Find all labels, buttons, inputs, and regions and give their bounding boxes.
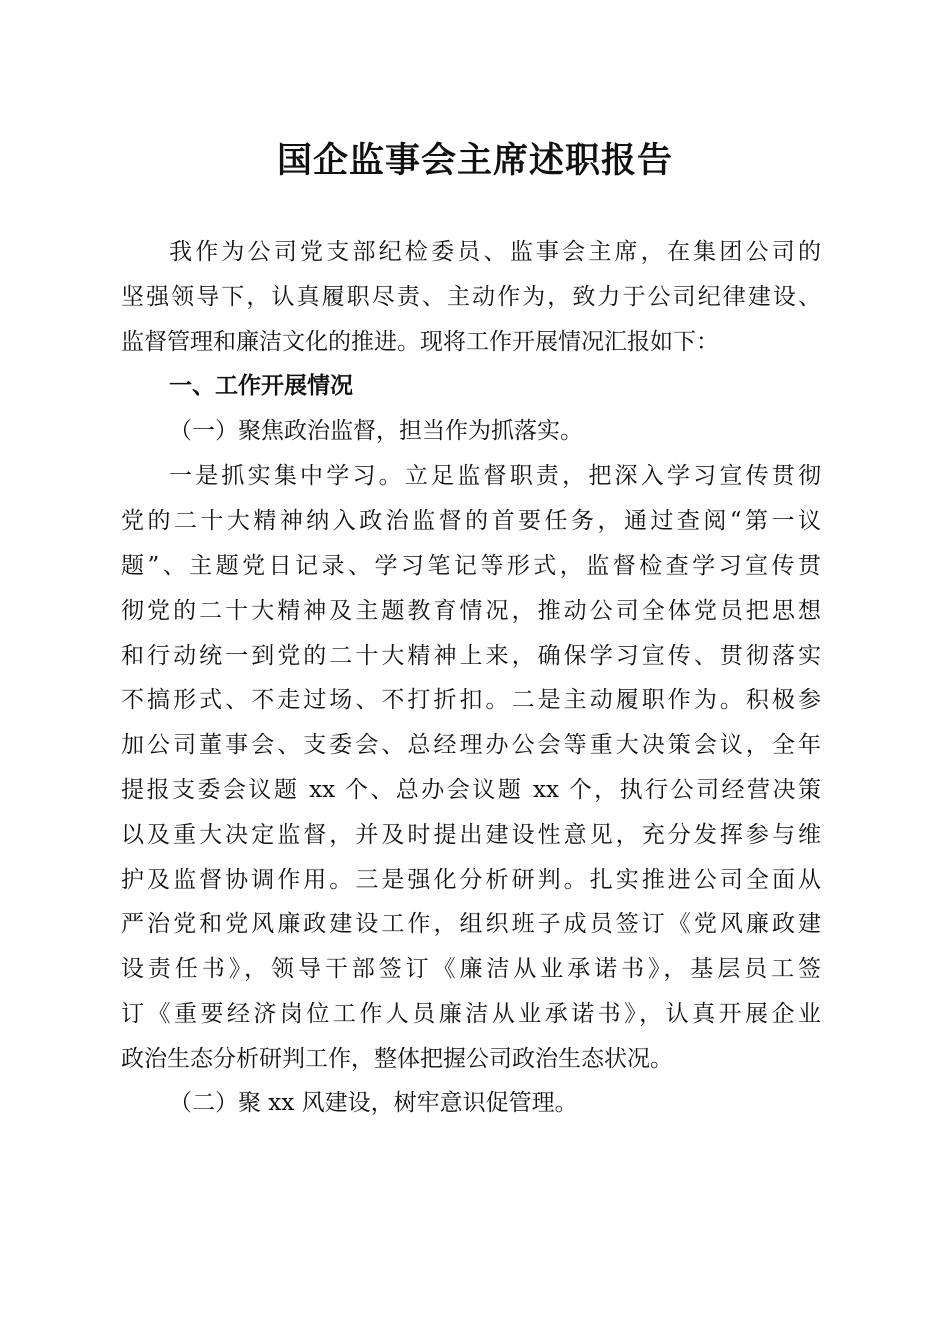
body-line-8: 提报支委会议题 xx 个、总办会议题 xx 个，执行公司经营决策 — [121, 777, 821, 803]
intro-line-1: 我作为公司党支部纪检委员、监事会主席，在集团公司的 — [169, 239, 821, 265]
body-line-12: 设责任书》，领导干部签订《廉洁从业承诺书》，基层员工签 — [121, 956, 821, 982]
body-line-10: 护及监督协调作用。三是强化分析研判。扎实推进公司全面从 — [121, 867, 821, 893]
body-line-11: 严治党和党风廉政建设工作，组织班子成员签订《党风廉政建 — [121, 911, 821, 937]
intro-line-3: 监督管理和廉洁文化的推进。现将工作开展情况汇报如下： — [121, 329, 719, 355]
body-line-13: 订《重要经济岗位工作人员廉洁从业承诺书》，认真开展企业 — [121, 1001, 821, 1027]
subsection-heading-2: （二）聚 xx 风建设，树牢意识促管理。 — [169, 1090, 578, 1116]
section-heading-1: 一、工作开展情况 — [169, 372, 353, 399]
body-line-7: 加公司董事会、支委会、总经理办公会等重大决策会议，全年 — [121, 732, 821, 758]
intro-line-2: 坚强领导下，认真履职尽责、主动作为，致力于公司纪律建设、 — [121, 284, 821, 310]
body-line-3: 题”、主题党日记录、学习笔记等形式，监督检查学习宣传贯 — [121, 553, 821, 579]
body-line-4: 彻党的二十大精神及主题教育情况，推动公司全体党员把思想 — [121, 598, 821, 624]
body-line-1: 一是抓实集中学习。立足监督职责，把深入学习宣传贯彻 — [169, 463, 821, 489]
body-line-14: 政治生态分析研判工作，整体把握公司政治生态状况。 — [121, 1046, 673, 1072]
subsection-heading-1: （一）聚焦政治监督，担当作为抓落实。 — [169, 418, 583, 444]
document-title: 国企监事会主席述职报告 — [276, 140, 673, 181]
body-line-9: 以及重大决定监督，并及时提出建设性意见，充分发挥参与维 — [121, 822, 821, 848]
body-line-6: 不搞形式、不走过场、不打折扣。二是主动履职作为。积极参 — [121, 687, 821, 713]
body-line-5: 和行动统一到党的二十大精神上来，确保学习宣传、贯彻落实 — [121, 643, 821, 669]
body-line-2: 党的二十大精神纳入政治监督的首要任务，通过查阅“第一议 — [121, 508, 821, 534]
